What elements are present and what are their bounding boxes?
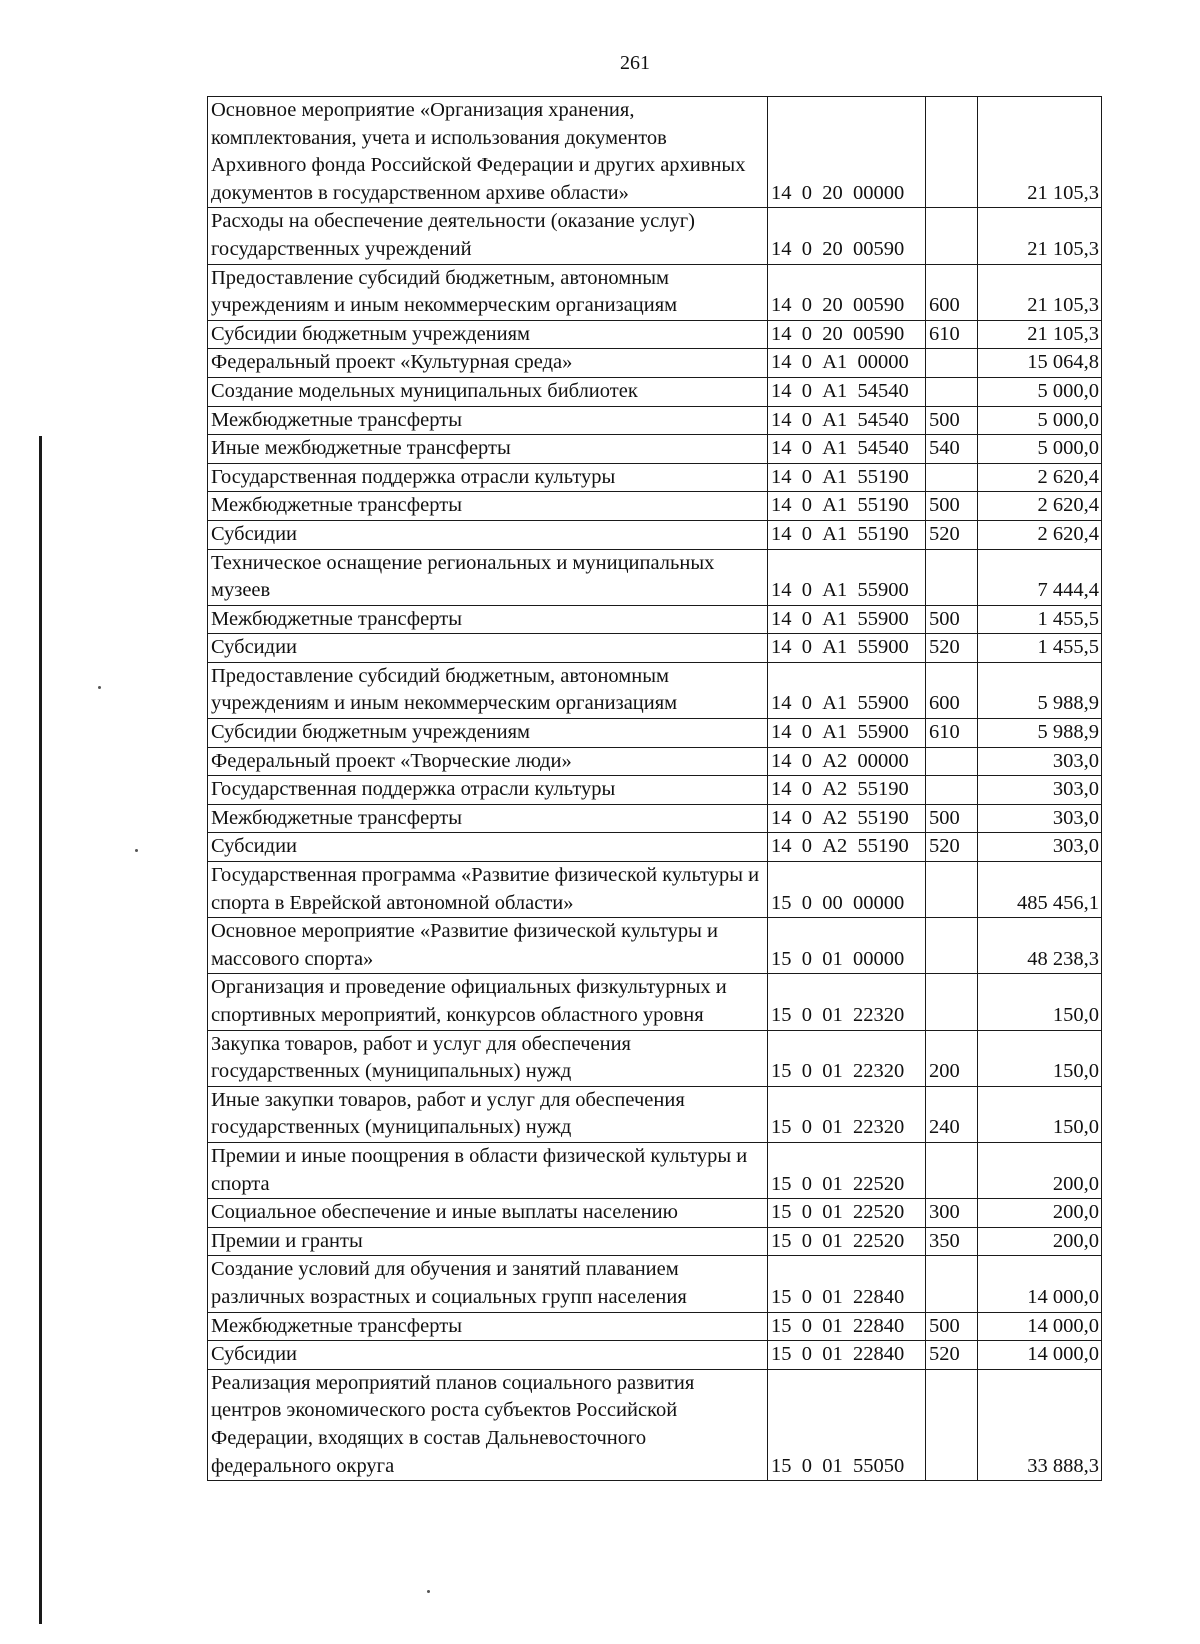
target-article-code-cell: 15 0 01 22840 <box>768 1256 926 1312</box>
table-row <box>208 862 1102 918</box>
expense-name-cell: Организация и проведение официальных физкультурных и спортивных мероприятий, конкурсов областного уровня <box>208 974 768 1030</box>
budget-table-body <box>208 97 1102 1481</box>
target-article-code-cell: 14 0 20 00000 <box>768 97 926 208</box>
expense-type-cell: 240 <box>926 1086 978 1142</box>
expense-type-cell <box>926 208 978 264</box>
amount-cell: 303,0 <box>978 747 1102 776</box>
expense-name-cell: Межбюджетные трансферты <box>208 406 768 435</box>
target-article-code-cell: 14 0 А1 55900 <box>768 549 926 605</box>
amount-cell: 14 000,0 <box>978 1312 1102 1341</box>
scan-speck <box>98 686 101 689</box>
target-article-code-cell: 14 0 А1 54540 <box>768 377 926 406</box>
expense-type-cell: 300 <box>926 1199 978 1228</box>
table-row <box>208 1256 1102 1312</box>
expense-name-cell: Иные закупки товаров, работ и услуг для обеспечения государственных (муниципальных) нужд <box>208 1086 768 1142</box>
page-number: 261 <box>620 52 650 74</box>
expense-name-cell: Государственная программа «Развитие физической культуры и спорта в Еврейской автономной области» <box>208 862 768 918</box>
expense-name-cell: Субсидии <box>208 833 768 862</box>
table-row <box>208 1369 1102 1480</box>
expense-type-cell <box>926 747 978 776</box>
expense-name-cell: Реализация мероприятий планов социального развития центров экономического роста субъектов Российской Федерации, входящих в состав Дальневосточного федерального округа <box>208 1369 768 1480</box>
budget-table <box>207 96 1102 1481</box>
target-article-code-cell: 14 0 А1 54540 <box>768 435 926 464</box>
table-row <box>208 1142 1102 1198</box>
expense-type-cell: 600 <box>926 662 978 718</box>
target-article-code-cell: 15 0 01 22840 <box>768 1312 926 1341</box>
amount-cell: 14 000,0 <box>978 1341 1102 1370</box>
amount-cell: 15 064,8 <box>978 349 1102 378</box>
amount-cell: 14 000,0 <box>978 1256 1102 1312</box>
target-article-code-cell: 15 0 01 22320 <box>768 1086 926 1142</box>
expense-type-cell <box>926 974 978 1030</box>
table-row <box>208 377 1102 406</box>
table-row <box>208 520 1102 549</box>
table-row <box>208 662 1102 718</box>
amount-cell: 5 988,9 <box>978 662 1102 718</box>
expense-type-cell: 350 <box>926 1227 978 1256</box>
expense-name-cell: Социальное обеспечение и иные выплаты населению <box>208 1199 768 1228</box>
expense-name-cell: Предоставление субсидий бюджетным, автономным учреждениям и иным некоммерческим организациям <box>208 264 768 320</box>
expense-type-cell <box>926 377 978 406</box>
expense-type-cell <box>926 463 978 492</box>
table-row <box>208 97 1102 208</box>
expense-name-cell: Расходы на обеспечение деятельности (оказание услуг) государственных учреждений <box>208 208 768 264</box>
amount-cell: 150,0 <box>978 1030 1102 1086</box>
expense-name-cell: Федеральный проект «Культурная среда» <box>208 349 768 378</box>
expense-type-cell: 200 <box>926 1030 978 1086</box>
amount-cell: 33 888,3 <box>978 1369 1102 1480</box>
expense-type-cell: 520 <box>926 634 978 663</box>
target-article-code-cell: 14 0 20 00590 <box>768 264 926 320</box>
expense-type-cell <box>926 1142 978 1198</box>
amount-cell: 485 456,1 <box>978 862 1102 918</box>
expense-type-cell <box>926 918 978 974</box>
table-row <box>208 435 1102 464</box>
target-article-code-cell: 15 0 01 22840 <box>768 1341 926 1370</box>
expense-type-cell: 540 <box>926 435 978 464</box>
table-row <box>208 1086 1102 1142</box>
expense-name-cell: Субсидии <box>208 520 768 549</box>
expense-name-cell: Премии и гранты <box>208 1227 768 1256</box>
target-article-code-cell: 14 0 А1 00000 <box>768 349 926 378</box>
target-article-code-cell: 14 0 А1 55190 <box>768 520 926 549</box>
expense-name-cell: Межбюджетные трансферты <box>208 804 768 833</box>
expense-type-cell <box>926 1369 978 1480</box>
table-row <box>208 492 1102 521</box>
table-row <box>208 605 1102 634</box>
target-article-code-cell: 15 0 01 00000 <box>768 918 926 974</box>
table-row <box>208 264 1102 320</box>
expense-type-cell: 500 <box>926 804 978 833</box>
amount-cell: 48 238,3 <box>978 918 1102 974</box>
table-row <box>208 719 1102 748</box>
expense-type-cell <box>926 776 978 805</box>
scan-speck <box>427 1590 430 1593</box>
expense-type-cell: 600 <box>926 264 978 320</box>
expense-name-cell: Создание условий для обучения и занятий плаванием различных возрастных и социальных групп населения <box>208 1256 768 1312</box>
expense-type-cell: 610 <box>926 719 978 748</box>
amount-cell: 21 105,3 <box>978 97 1102 208</box>
expense-name-cell: Субсидии бюджетным учреждениям <box>208 320 768 349</box>
amount-cell: 5 988,9 <box>978 719 1102 748</box>
target-article-code-cell: 14 0 А1 55900 <box>768 719 926 748</box>
expense-type-cell <box>926 349 978 378</box>
amount-cell: 150,0 <box>978 1086 1102 1142</box>
expense-name-cell: Межбюджетные трансферты <box>208 492 768 521</box>
amount-cell: 5 000,0 <box>978 435 1102 464</box>
target-article-code-cell: 14 0 А2 55190 <box>768 776 926 805</box>
target-article-code-cell: 14 0 А2 00000 <box>768 747 926 776</box>
table-row <box>208 747 1102 776</box>
amount-cell: 21 105,3 <box>978 208 1102 264</box>
table-row <box>208 349 1102 378</box>
expense-name-cell: Основное мероприятие «Организация хранения, комплектования, учета и использования документов Архивного фонда Российской Федерации и других архивных документов в государственном архиве области» <box>208 97 768 208</box>
expense-type-cell: 500 <box>926 1312 978 1341</box>
expense-name-cell: Субсидии бюджетным учреждениям <box>208 719 768 748</box>
amount-cell: 21 105,3 <box>978 320 1102 349</box>
expense-type-cell: 520 <box>926 520 978 549</box>
amount-cell: 200,0 <box>978 1227 1102 1256</box>
table-row <box>208 320 1102 349</box>
table-row <box>208 833 1102 862</box>
table-row <box>208 804 1102 833</box>
target-article-code-cell: 14 0 А2 55190 <box>768 804 926 833</box>
target-article-code-cell: 14 0 20 00590 <box>768 320 926 349</box>
table-row <box>208 406 1102 435</box>
expense-type-cell: 500 <box>926 406 978 435</box>
target-article-code-cell: 15 0 01 22320 <box>768 1030 926 1086</box>
amount-cell: 1 455,5 <box>978 605 1102 634</box>
target-article-code-cell: 14 0 А1 54540 <box>768 406 926 435</box>
target-article-code-cell: 14 0 20 00590 <box>768 208 926 264</box>
expense-name-cell: Субсидии <box>208 634 768 663</box>
expense-name-cell: Закупка товаров, работ и услуг для обеспечения государственных (муниципальных) нужд <box>208 1030 768 1086</box>
target-article-code-cell: 15 0 01 22520 <box>768 1227 926 1256</box>
amount-cell: 200,0 <box>978 1142 1102 1198</box>
table-row <box>208 974 1102 1030</box>
target-article-code-cell: 15 0 01 22520 <box>768 1199 926 1228</box>
expense-name-cell: Федеральный проект «Творческие люди» <box>208 747 768 776</box>
target-article-code-cell: 14 0 А1 55190 <box>768 463 926 492</box>
amount-cell: 2 620,4 <box>978 463 1102 492</box>
target-article-code-cell: 15 0 01 22520 <box>768 1142 926 1198</box>
amount-cell: 5 000,0 <box>978 406 1102 435</box>
amount-cell: 200,0 <box>978 1199 1102 1228</box>
amount-cell: 1 455,5 <box>978 634 1102 663</box>
target-article-code-cell: 14 0 А2 55190 <box>768 833 926 862</box>
scan-speck <box>135 849 138 852</box>
amount-cell: 21 105,3 <box>978 264 1102 320</box>
table-row <box>208 918 1102 974</box>
expense-type-cell <box>926 549 978 605</box>
table-row <box>208 1312 1102 1341</box>
table-row <box>208 1341 1102 1370</box>
target-article-code-cell: 14 0 А1 55900 <box>768 662 926 718</box>
expense-type-cell: 500 <box>926 492 978 521</box>
amount-cell: 150,0 <box>978 974 1102 1030</box>
expense-type-cell: 500 <box>926 605 978 634</box>
expense-type-cell: 610 <box>926 320 978 349</box>
target-article-code-cell: 15 0 00 00000 <box>768 862 926 918</box>
expense-type-cell <box>926 97 978 208</box>
target-article-code-cell: 14 0 А1 55190 <box>768 492 926 521</box>
amount-cell: 5 000,0 <box>978 377 1102 406</box>
amount-cell: 2 620,4 <box>978 492 1102 521</box>
expense-name-cell: Межбюджетные трансферты <box>208 605 768 634</box>
expense-name-cell: Премии и иные поощрения в области физической культуры и спорта <box>208 1142 768 1198</box>
table-row <box>208 1199 1102 1228</box>
expense-name-cell: Межбюджетные трансферты <box>208 1312 768 1341</box>
expense-type-cell: 520 <box>926 1341 978 1370</box>
table-row <box>208 208 1102 264</box>
table-row <box>208 634 1102 663</box>
table-row <box>208 1030 1102 1086</box>
table-row <box>208 1227 1102 1256</box>
expense-name-cell: Субсидии <box>208 1341 768 1370</box>
expense-name-cell: Создание модельных муниципальных библиотек <box>208 377 768 406</box>
expense-type-cell <box>926 862 978 918</box>
expense-name-cell: Основное мероприятие «Развитие физической культуры и массового спорта» <box>208 918 768 974</box>
expense-name-cell: Иные межбюджетные трансферты <box>208 435 768 464</box>
amount-cell: 2 620,4 <box>978 520 1102 549</box>
expense-name-cell: Предоставление субсидий бюджетным, автономным учреждениям и иным некоммерческим организациям <box>208 662 768 718</box>
target-article-code-cell: 15 0 01 22320 <box>768 974 926 1030</box>
table-row <box>208 549 1102 605</box>
amount-cell: 303,0 <box>978 804 1102 833</box>
target-article-code-cell: 14 0 А1 55900 <box>768 634 926 663</box>
expense-type-cell <box>926 1256 978 1312</box>
target-article-code-cell: 14 0 А1 55900 <box>768 605 926 634</box>
target-article-code-cell: 15 0 01 55050 <box>768 1369 926 1480</box>
scan-margin-line <box>39 436 42 1624</box>
expense-name-cell: Государственная поддержка отрасли культуры <box>208 776 768 805</box>
expense-type-cell: 520 <box>926 833 978 862</box>
expense-name-cell: Техническое оснащение региональных и муниципальных музеев <box>208 549 768 605</box>
table-row <box>208 776 1102 805</box>
table-row <box>208 463 1102 492</box>
amount-cell: 303,0 <box>978 776 1102 805</box>
amount-cell: 7 444,4 <box>978 549 1102 605</box>
amount-cell: 303,0 <box>978 833 1102 862</box>
expense-name-cell: Государственная поддержка отрасли культуры <box>208 463 768 492</box>
